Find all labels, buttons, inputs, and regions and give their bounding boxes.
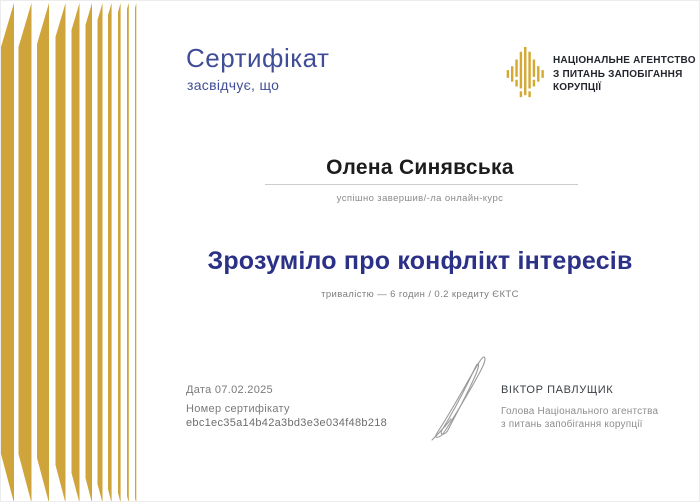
signer-title	[501, 405, 658, 431]
course-title: Зрозуміло про конфлікт інтересів	[207, 247, 633, 275]
certificate-meta	[186, 384, 387, 429]
course-duration: тривалістю — 6 годин / 0.2 кредиту ЄКТС	[321, 289, 519, 300]
certificate-number-value: ebc1ec35a14b42a3bd3e3e034f48b218	[186, 417, 388, 429]
certificate-date: Дата 07.02.2025	[186, 384, 273, 396]
signature-scribble	[429, 353, 493, 441]
signer-title-line2: з питань запобігання корупції	[501, 419, 643, 430]
name-underline	[265, 184, 578, 185]
certificate-number-label: Номер сертифікату	[186, 403, 290, 415]
certificate-title: Сертифікат	[186, 43, 330, 73]
signer-name: ВІКТОР ПАВЛУЩИК	[501, 384, 614, 396]
agency-name-line2: З ПИТАНЬ ЗАПОБІГАННЯ	[553, 68, 683, 80]
gold-stripes-decoration	[1, 1, 141, 502]
agency-name-line3: КОРУПЦІЇ	[553, 82, 602, 93]
recipient-name: Олена Синявська	[326, 156, 514, 179]
certificate-subtitle: засвідчує, що	[187, 77, 280, 93]
completion-text: успішно завершив/-ла онлайн-курс	[336, 193, 504, 204]
agency-name-line1: НАЦІОНАЛЬНЕ АГЕНТСТВО	[553, 55, 696, 66]
signer-title-line1: Голова Національного агентства	[501, 406, 659, 417]
